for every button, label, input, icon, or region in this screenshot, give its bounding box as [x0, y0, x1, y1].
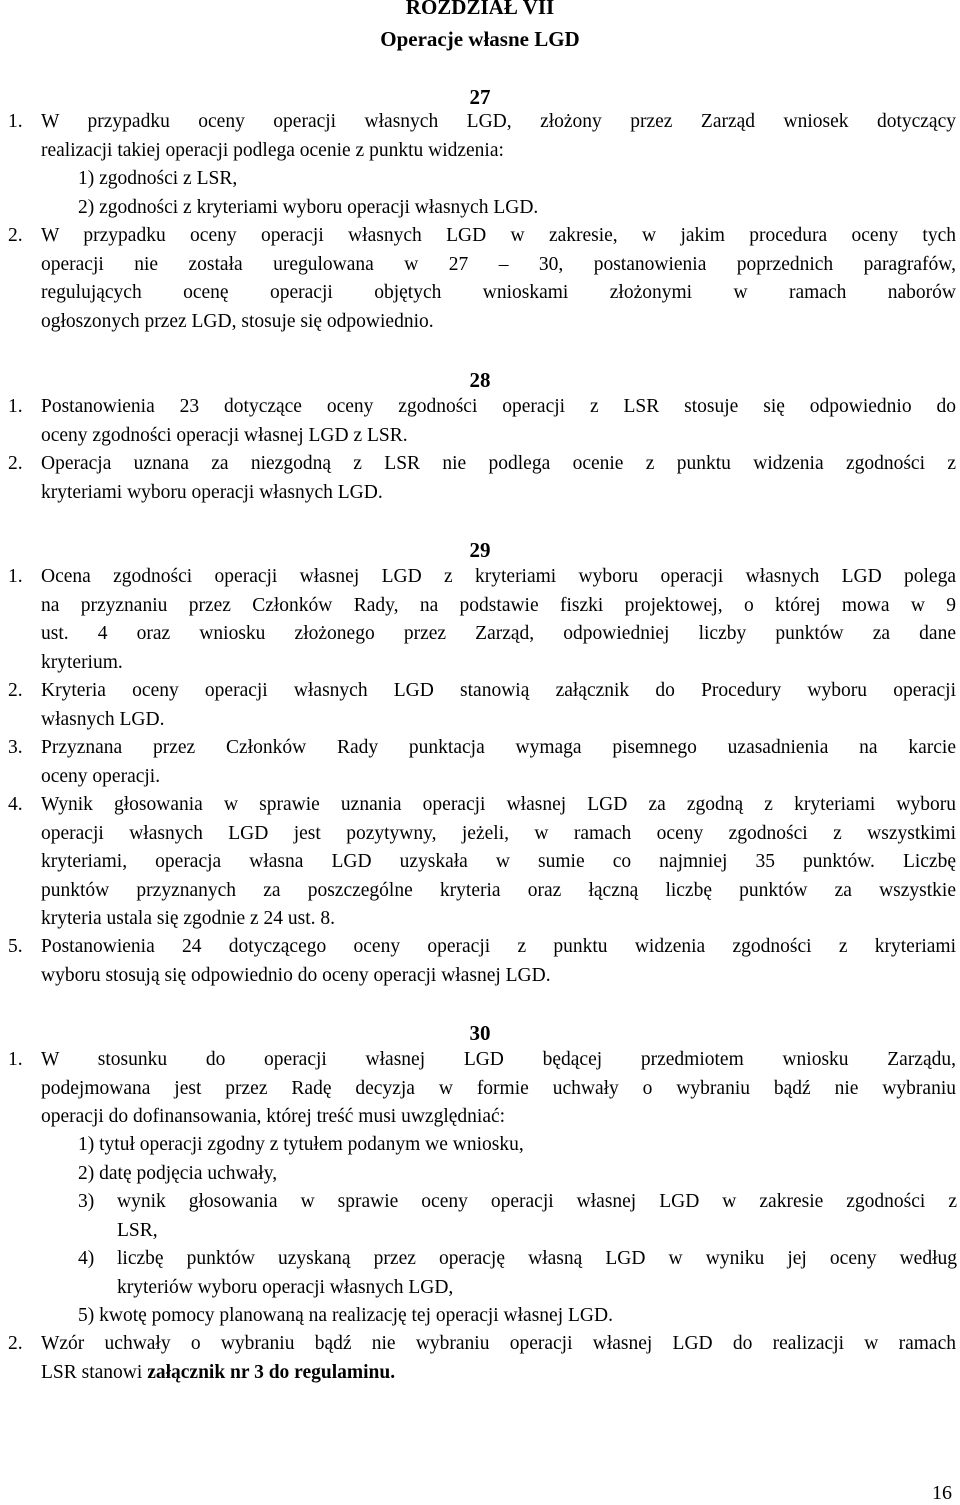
document-page: ROZDZIAŁ VII Operacje własne LGD 27 1. W przypadku oceny operacji własnych LGD, złożony przez Zarząd wniosek dotyczący realizacji takiej operacji podlega ocenie z punktu widzenia: 1) zgodności z LSR, 2) zgodności z kryteriami wyboru operacji własnych LGD. 2. W przypadku oceny operacji własnych LGD w zakresie, w jakim procedura oceny tych operacji nie została uregulowana w 27 – 30, postanowienia poprzednich paragrafów, regulujących ocenę operacji objętych wnioskami złożonymi w ramach naborów ogłoszonych przez LGD, stosuje się odpowiednio. 28 1. Postanowienia 23 dotyczące oceny zgodności operacji z LSR stosuje się odpowiednio do oceny zgodności operacji własnej LGD z LSR. 2. Operacja uznana za niezgodną z LSR nie podlega ocenie z punktu widzenia zgodności z kryteriami wyboru operacji własnych LGD. 29 1. Ocena zgodności operacji własnej LGD z kryteriami wyboru operacji własnych LGD polega na przyznaniu przez Członków Rady, na podstawie fiszki projektowej, o której mowa w 9 ust. 4 oraz wniosku złożonego przez Zarząd, odpowiedniej liczby punktów za dane kryterium. 2. Kryteria oceny operacji własnych LGD stanowią załącznik do Procedury wyboru operacji własnych LGD. 3. Przyznana przez Członków Rady punktacja wymaga pisemnego uzasadnienia na karcie oceny operacji. 4. Wynik głosowania w sprawie uznania operacji własnej LGD za zgodną z kryteriami wyboru operacji własnych LGD jest pozytywny, jeżeli, w ramach oceny zgodności z wszystkimi kryteriami, operacja własna LGD uzyskała w sumie co najmniej 35 punktów. Liczbę punktów przyznanych za poszczególne kryteria oraz łączną liczbę punktów za wszystkie kryteria ustala się zgodnie z 24 ust. 8. 5. Postanowienia 24 dotyczącego oceny operacji z punktu widzenia zgodności z kryteriami wyboru stosują się odpowiednio do oceny operacji własnej LGD. 30 1. W stosunku do operacji własnej LGD będącej przedmiotem wniosku Zarządu, podejmowana jest przez Radę decyzja w formie uchwały o wybraniu bądź nie wybraniu operacji do dofinansowania, której treść musi uwzględniać: 1) tytuł operacji zgodny z tytułem podanym we wniosku, 2) datę podjęcia uchwały, 3) wynik głosowania w sprawie oceny operacji własnej LGD w zakresie zgodności z LSR, 4) liczbę punktów uzyskaną przez operację własną LGD w wyniku jej oceny według kryteriów wyboru operacji własnych LGD, 5) kwotę pomocy planowaną na realizację tej operacji własnej LGD. 2. Wzór uchwały o wybraniu bądź nie wybraniu operacji własnej LGD do realizacji w ramach LSR stanowi załącznik nr 3 do regulaminu. 16 [0, 0, 960, 1505]
attachment-reference: załącznik nr 3 do regulaminu. [147, 1361, 396, 1383]
chapter-title: Operacje własne LGD [380, 27, 580, 51]
section-28-heading: 28 [469, 368, 491, 392]
page-number: 16 [932, 1482, 952, 1504]
chapter-heading: ROZDZIAŁ VII [405, 0, 555, 19]
section-30-heading: 30 [469, 1021, 491, 1045]
section-27-heading: 27 [469, 85, 491, 109]
section-29-heading: 29 [469, 538, 491, 562]
